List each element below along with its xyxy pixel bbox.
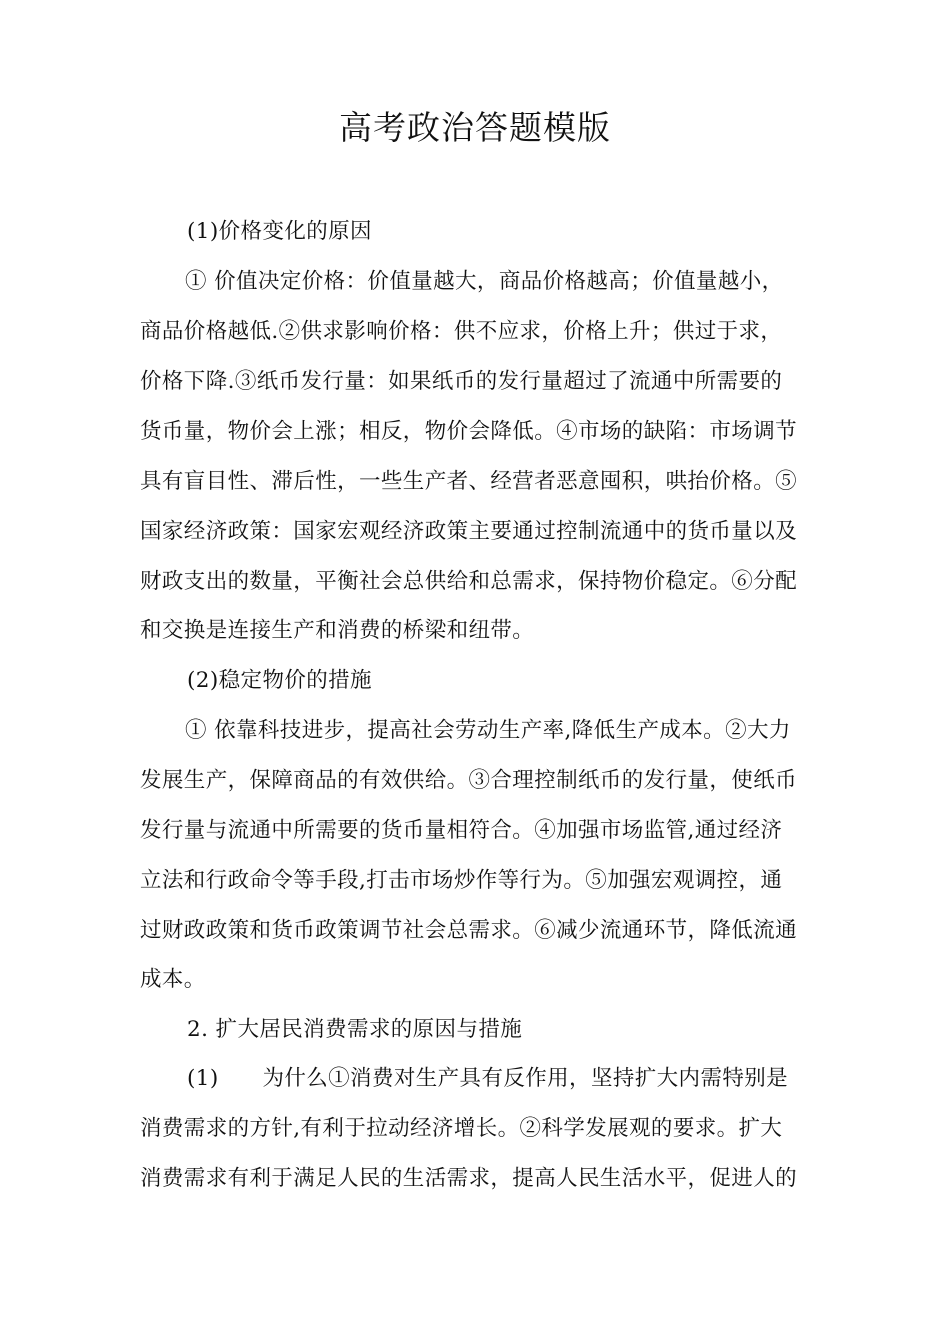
- paragraph-line: 成本。: [140, 967, 206, 992]
- paragraph-line: ① 价值决定价格：价值量越大，商品价格越高；价值量越小，: [185, 269, 784, 294]
- paragraph-line: 消费需求有利于满足人民的生活需求，提高人民生活水平，促进人的: [140, 1166, 798, 1191]
- paragraph-line: 和交换是连接生产和消费的桥梁和纽带。: [140, 618, 535, 643]
- paragraph-line: 发展生产，保障商品的有效供给。③合理控制纸币的发行量，使纸币: [140, 768, 798, 793]
- paragraph-line: 发行量与流通中所需要的货币量相符合。④加强市场监管,通过经济: [140, 818, 783, 843]
- section-heading-price-change-causes: (1)价格变化的原因: [187, 219, 372, 244]
- paragraph-line: 商品价格越低.②供求影响价格：供不应求，价格上升；供过于求，: [140, 319, 783, 344]
- paragraph-line: 消费需求的方针,有利于拉动经济增长。②科学发展观的要求。扩大: [140, 1116, 783, 1141]
- paragraph-line: 具有盲目性、滞后性，一些生产者、经营者恶意囤积，哄抬价格。⑤: [140, 469, 798, 494]
- paragraph-line: 财政支出的数量，平衡社会总供给和总需求，保持物价稳定。⑥分配: [140, 569, 798, 594]
- paragraph-line: 立法和行政命令等手段,打击市场炒作等行为。⑤加强宏观调控，通: [140, 868, 783, 893]
- section-heading-price-stabilization: (2)稳定物价的措施: [187, 668, 372, 693]
- paragraph-line: 货币量，物价会上涨；相反，物价会降低。④市场的缺陷：市场调节: [140, 419, 798, 444]
- paragraph-line: 价格下降.③纸币发行量：如果纸币的发行量超过了流通中所需要的: [140, 369, 783, 394]
- paragraph-line: 过财政政策和货币政策调节社会总需求。⑥减少流通环节，降低流通: [140, 918, 798, 943]
- paragraph-line: (1) 为什么①消费对生产具有反作用，坚持扩大内需特别是: [187, 1066, 789, 1091]
- paragraph-line: ① 依靠科技进步，提高社会劳动生产率,降低生产成本。②大力: [185, 718, 791, 743]
- document-title: 高考政治答题模版: [339, 108, 611, 147]
- section-heading-consumer-demand: 2. 扩大居民消费需求的原因与措施: [187, 1017, 523, 1042]
- paragraph-line: 国家经济政策：国家宏观经济政策主要通过控制流通中的货币量以及: [140, 519, 798, 544]
